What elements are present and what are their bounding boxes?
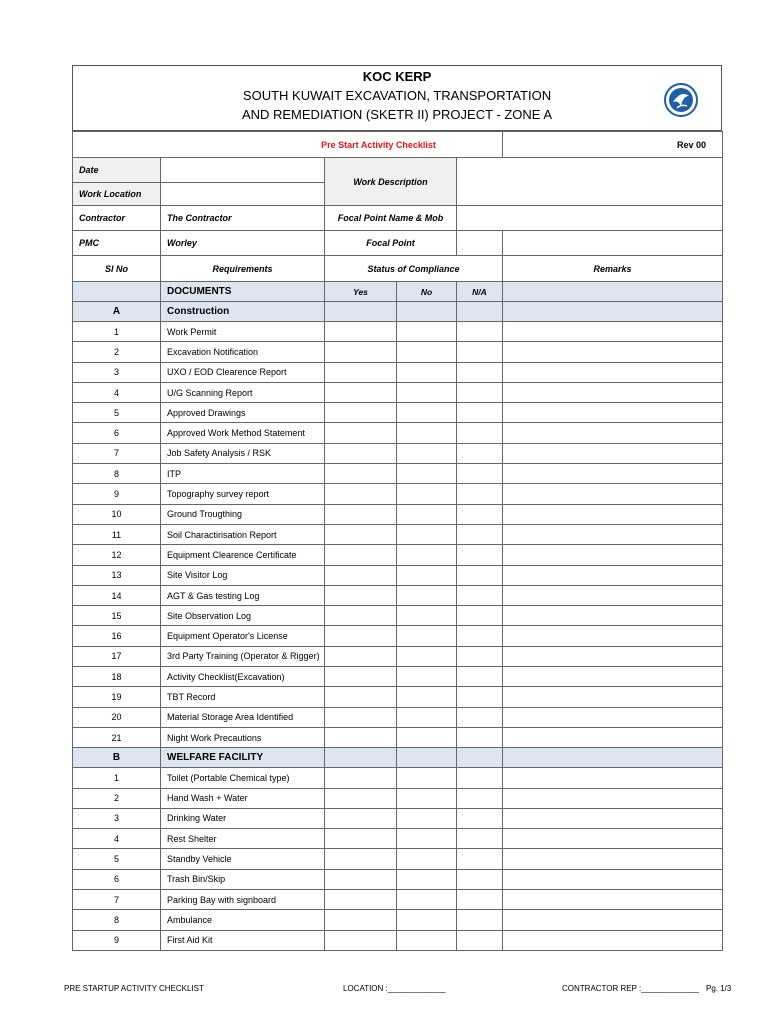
remarks-cell[interactable] <box>503 626 723 646</box>
work-location-field[interactable] <box>161 183 325 206</box>
table-row <box>73 849 723 869</box>
na-cell[interactable] <box>457 910 503 930</box>
no-cell[interactable] <box>397 930 457 950</box>
item-number: 11 <box>73 524 161 544</box>
na-cell[interactable] <box>457 849 503 869</box>
na-cell[interactable] <box>457 707 503 727</box>
yes-cell[interactable] <box>325 342 397 362</box>
item-requirement: AGT & Gas testing Log <box>161 585 325 605</box>
column-header-row <box>73 256 723 282</box>
contractor-value: The Contractor <box>161 206 325 231</box>
table-row <box>73 687 723 707</box>
remarks-cell[interactable] <box>503 362 723 382</box>
item-number: 6 <box>73 869 161 889</box>
yes-cell[interactable] <box>325 484 397 504</box>
na-cell[interactable] <box>457 504 503 524</box>
item-number: 5 <box>73 403 161 423</box>
item-requirement: Job Safety Analysis / RSK <box>161 443 325 463</box>
remarks-cell[interactable] <box>503 484 723 504</box>
item-number: 9 <box>73 930 161 950</box>
yes-cell[interactable] <box>325 748 397 768</box>
title-row <box>73 132 723 158</box>
na-cell[interactable] <box>457 484 503 504</box>
na-cell[interactable] <box>457 829 503 849</box>
yes-cell[interactable] <box>325 545 397 565</box>
na-cell[interactable] <box>457 403 503 423</box>
koc-logo-icon <box>663 82 699 118</box>
no-cell[interactable] <box>397 484 457 504</box>
yes-cell[interactable] <box>325 890 397 910</box>
remarks-cell[interactable] <box>503 606 723 626</box>
remarks-cell[interactable] <box>503 342 723 362</box>
remarks-cell[interactable] <box>503 504 723 524</box>
focal-point-extra-field[interactable] <box>503 231 723 256</box>
date-label: Date <box>73 158 161 183</box>
footer-doc-name: PRE STARTUP ACTIVITY CHECKLIST <box>64 984 204 993</box>
section-row <box>73 302 723 322</box>
yes-cell[interactable] <box>325 322 397 342</box>
remarks-cell[interactable] <box>503 910 723 930</box>
remarks-cell[interactable] <box>503 585 723 605</box>
yes-cell[interactable] <box>325 626 397 646</box>
remarks-cell[interactable] <box>503 565 723 585</box>
remarks-cell[interactable] <box>503 524 723 544</box>
no-cell[interactable] <box>397 768 457 788</box>
yes-cell[interactable] <box>325 930 397 950</box>
no-cell[interactable] <box>397 545 457 565</box>
table-row <box>73 930 723 950</box>
remarks-cell[interactable] <box>503 869 723 889</box>
yes-cell[interactable] <box>325 423 397 443</box>
table-row <box>73 626 723 646</box>
focal-point-label: Focal Point <box>325 231 457 256</box>
no-cell[interactable] <box>397 646 457 666</box>
remarks-cell[interactable] <box>503 403 723 423</box>
na-cell[interactable] <box>457 342 503 362</box>
item-number: 17 <box>73 646 161 666</box>
no-cell[interactable] <box>397 504 457 524</box>
document-header <box>72 65 722 131</box>
item-requirement: Trash Bin/Skip <box>161 869 325 889</box>
table-row <box>73 322 723 342</box>
work-location-label: Work Location <box>73 183 161 206</box>
remarks-cell[interactable] <box>503 322 723 342</box>
table-row <box>73 464 723 484</box>
item-number: 21 <box>73 727 161 747</box>
na-cell[interactable] <box>457 890 503 910</box>
item-number: 15 <box>73 606 161 626</box>
item-requirement: Night Work Precautions <box>161 727 325 747</box>
na-cell[interactable] <box>457 768 503 788</box>
item-number: 8 <box>73 910 161 930</box>
no-cell[interactable] <box>397 687 457 707</box>
item-requirement: First Aid Kit <box>161 930 325 950</box>
no-cell[interactable] <box>397 869 457 889</box>
yes-cell[interactable] <box>325 687 397 707</box>
col-remarks: Remarks <box>503 256 723 282</box>
no-cell[interactable] <box>397 403 457 423</box>
checklist-table <box>72 131 723 951</box>
item-number: 2 <box>73 342 161 362</box>
remarks-cell[interactable] <box>503 890 723 910</box>
na-cell[interactable] <box>457 748 503 768</box>
item-requirement: Hand Wash + Water <box>161 788 325 808</box>
remarks-cell[interactable] <box>503 727 723 747</box>
item-number: 20 <box>73 707 161 727</box>
item-requirement: Excavation Notification <box>161 342 325 362</box>
yes-cell[interactable] <box>325 667 397 687</box>
na-cell[interactable] <box>457 464 503 484</box>
no-cell[interactable] <box>397 443 457 463</box>
yes-cell[interactable] <box>325 869 397 889</box>
na-cell[interactable] <box>457 322 503 342</box>
contractor-row <box>73 206 723 231</box>
yes-cell[interactable] <box>325 849 397 869</box>
no-cell[interactable] <box>397 748 457 768</box>
section-title: WELFARE FACILITY <box>161 748 325 768</box>
table-row <box>73 890 723 910</box>
footer-contractor-rep: CONTRACTOR REP :_____________ <box>562 984 700 993</box>
remarks-cell[interactable] <box>503 443 723 463</box>
no-cell[interactable] <box>397 890 457 910</box>
item-requirement: Soil Charactirisation Report <box>161 524 325 544</box>
item-requirement: Toilet (Portable Chemical type) <box>161 768 325 788</box>
na-cell[interactable] <box>457 362 503 382</box>
table-row <box>73 788 723 808</box>
table-row <box>73 565 723 585</box>
work-description-field[interactable] <box>457 158 723 206</box>
item-number: 8 <box>73 464 161 484</box>
yes-cell[interactable] <box>325 302 397 322</box>
yes-cell[interactable] <box>325 606 397 626</box>
section-code: B <box>73 748 161 768</box>
table-row <box>73 910 723 930</box>
table-row <box>73 342 723 362</box>
item-number: 7 <box>73 443 161 463</box>
table-row <box>73 606 723 626</box>
table-row <box>73 504 723 524</box>
no-cell[interactable] <box>397 808 457 828</box>
item-requirement: Site Observation Log <box>161 606 325 626</box>
remarks-cell[interactable] <box>503 545 723 565</box>
pmc-value: Worley <box>161 231 325 256</box>
na-cell[interactable] <box>457 585 503 605</box>
na-cell[interactable] <box>457 382 503 402</box>
no-cell[interactable] <box>397 464 457 484</box>
remarks-cell[interactable] <box>503 707 723 727</box>
remarks-cell[interactable] <box>503 808 723 828</box>
col-sl-no: Sl No <box>73 256 161 282</box>
remarks-cell[interactable] <box>503 849 723 869</box>
table-row <box>73 362 723 382</box>
footer-page-number: Pg. 1/3 <box>706 984 732 993</box>
remarks-cell[interactable] <box>503 646 723 666</box>
pmc-label: PMC <box>73 231 161 256</box>
section-title: Construction <box>161 302 325 322</box>
na-cell[interactable] <box>457 565 503 585</box>
yes-cell[interactable] <box>325 464 397 484</box>
item-number: 13 <box>73 565 161 585</box>
item-requirement: Ground Trougthing <box>161 504 325 524</box>
no-cell[interactable] <box>397 302 457 322</box>
no-cell[interactable] <box>397 626 457 646</box>
date-field[interactable] <box>161 158 325 183</box>
remarks-cell[interactable] <box>503 768 723 788</box>
na-cell[interactable] <box>457 545 503 565</box>
section-row <box>73 748 723 768</box>
item-number: 3 <box>73 362 161 382</box>
col-status-of-compliance: Status of Compliance <box>325 256 503 282</box>
documents-row <box>73 282 723 302</box>
focal-point-name-mob-label: Focal Point Name & Mob <box>325 206 457 231</box>
remarks-cell[interactable] <box>503 687 723 707</box>
item-requirement: Work Permit <box>161 322 325 342</box>
table-row <box>73 646 723 666</box>
table-row <box>73 524 723 544</box>
table-row <box>73 768 723 788</box>
yes-cell[interactable] <box>325 788 397 808</box>
date-row <box>73 158 723 183</box>
footer-location: LOCATION :_____________ <box>343 984 446 993</box>
remarks-cell[interactable] <box>503 667 723 687</box>
na-cell[interactable] <box>457 667 503 687</box>
na-cell[interactable] <box>457 423 503 443</box>
item-requirement: UXO / EOD Clearence Report <box>161 362 325 382</box>
item-requirement: Rest Shelter <box>161 829 325 849</box>
item-number: 10 <box>73 504 161 524</box>
no-cell[interactable] <box>397 362 457 382</box>
na-cell[interactable] <box>457 626 503 646</box>
table-row <box>73 443 723 463</box>
no-cell[interactable] <box>397 423 457 443</box>
table-row <box>73 707 723 727</box>
no-cell[interactable] <box>397 524 457 544</box>
no-cell[interactable] <box>397 382 457 402</box>
na-cell[interactable] <box>457 606 503 626</box>
item-number: 9 <box>73 484 161 504</box>
item-requirement: TBT Record <box>161 687 325 707</box>
col-yes: Yes <box>325 282 397 302</box>
work-description-label: Work Description <box>325 158 457 206</box>
remarks-cell[interactable] <box>503 829 723 849</box>
no-cell[interactable] <box>397 788 457 808</box>
item-requirement: Approved Drawings <box>161 403 325 423</box>
table-row <box>73 382 723 402</box>
na-cell[interactable] <box>457 788 503 808</box>
na-cell[interactable] <box>457 302 503 322</box>
contractor-label: Contractor <box>73 206 161 231</box>
item-number: 1 <box>73 768 161 788</box>
yes-cell[interactable] <box>325 403 397 423</box>
focal-point-field[interactable] <box>457 231 503 256</box>
yes-cell[interactable] <box>325 829 397 849</box>
item-number: 1 <box>73 322 161 342</box>
col-na: N/A <box>457 282 503 302</box>
item-requirement: ITP <box>161 464 325 484</box>
table-row <box>73 667 723 687</box>
na-cell[interactable] <box>457 646 503 666</box>
yes-cell[interactable] <box>325 565 397 585</box>
na-cell[interactable] <box>457 808 503 828</box>
item-number: 6 <box>73 423 161 443</box>
item-number: 5 <box>73 849 161 869</box>
remarks-cell[interactable] <box>503 930 723 950</box>
item-requirement: Equipment Operator's License <box>161 626 325 646</box>
item-requirement: Parking Bay with signboard <box>161 890 325 910</box>
no-cell[interactable] <box>397 585 457 605</box>
yes-cell[interactable] <box>325 504 397 524</box>
no-cell[interactable] <box>397 829 457 849</box>
na-cell[interactable] <box>457 687 503 707</box>
no-cell[interactable] <box>397 342 457 362</box>
documents-heading: DOCUMENTS <box>161 282 325 302</box>
remarks-cell[interactable] <box>503 382 723 402</box>
no-cell[interactable] <box>397 707 457 727</box>
item-requirement: Drinking Water <box>161 808 325 828</box>
item-requirement: Ambulance <box>161 910 325 930</box>
item-requirement: Equipment Clearence Certificate <box>161 545 325 565</box>
remarks-cell[interactable] <box>503 423 723 443</box>
header-line-1: KOC KERP <box>362 69 432 84</box>
na-cell[interactable] <box>457 524 503 544</box>
item-requirement: 3rd Party Training (Operator & Rigger) <box>161 646 325 666</box>
col-requirements: Requirements <box>161 256 325 282</box>
yes-cell[interactable] <box>325 362 397 382</box>
table-row <box>73 869 723 889</box>
pmc-row <box>73 231 723 256</box>
item-requirement: Topography survey report <box>161 484 325 504</box>
item-requirement: Standby Vehicle <box>161 849 325 869</box>
section-code: A <box>73 302 161 322</box>
item-requirement: Material Storage Area Identified <box>161 707 325 727</box>
na-cell[interactable] <box>457 930 503 950</box>
yes-cell[interactable] <box>325 524 397 544</box>
no-cell[interactable] <box>397 910 457 930</box>
item-number: 4 <box>73 382 161 402</box>
yes-cell[interactable] <box>325 585 397 605</box>
yes-cell[interactable] <box>325 808 397 828</box>
item-requirement: Approved Work Method Statement <box>161 423 325 443</box>
yes-cell[interactable] <box>325 443 397 463</box>
table-row <box>73 484 723 504</box>
yes-cell[interactable] <box>325 910 397 930</box>
yes-cell[interactable] <box>325 382 397 402</box>
remarks-cell[interactable] <box>503 748 723 768</box>
no-cell[interactable] <box>397 322 457 342</box>
yes-cell[interactable] <box>325 646 397 666</box>
item-number: 2 <box>73 788 161 808</box>
revision: Rev 00 <box>503 132 723 158</box>
remarks-cell[interactable] <box>503 788 723 808</box>
na-cell[interactable] <box>457 869 503 889</box>
remarks-cell[interactable] <box>503 302 723 322</box>
remarks-cell[interactable] <box>503 464 723 484</box>
header-line-2: SOUTH KUWAIT EXCAVATION, TRANSPORTATION <box>242 88 552 103</box>
no-cell[interactable] <box>397 565 457 585</box>
item-number: 16 <box>73 626 161 646</box>
item-number: 4 <box>73 829 161 849</box>
yes-cell[interactable] <box>325 768 397 788</box>
item-number: 3 <box>73 808 161 828</box>
no-cell[interactable] <box>397 727 457 747</box>
item-number: 12 <box>73 545 161 565</box>
item-number: 18 <box>73 667 161 687</box>
item-requirement: U/G Scanning Report <box>161 382 325 402</box>
header-line-3: AND REMEDIATION (SKETR II) PROJECT - ZONE A <box>241 107 553 122</box>
item-requirement: Activity Checklist(Excavation) <box>161 667 325 687</box>
yes-cell[interactable] <box>325 727 397 747</box>
table-row <box>73 423 723 443</box>
col-no: No <box>397 282 457 302</box>
table-row <box>73 808 723 828</box>
yes-cell[interactable] <box>325 707 397 727</box>
item-requirement: Site Visitor Log <box>161 565 325 585</box>
no-cell[interactable] <box>397 849 457 869</box>
no-cell[interactable] <box>397 606 457 626</box>
no-cell[interactable] <box>397 667 457 687</box>
item-number: 14 <box>73 585 161 605</box>
item-number: 19 <box>73 687 161 707</box>
table-row <box>73 585 723 605</box>
focal-point-name-mob-field[interactable] <box>457 206 723 231</box>
table-row <box>73 829 723 849</box>
checklist-title: Pre Start Activity Checklist <box>321 139 436 150</box>
table-row <box>73 403 723 423</box>
na-cell[interactable] <box>457 727 503 747</box>
na-cell[interactable] <box>457 443 503 463</box>
item-number: 7 <box>73 890 161 910</box>
table-row <box>73 545 723 565</box>
table-row <box>73 727 723 747</box>
